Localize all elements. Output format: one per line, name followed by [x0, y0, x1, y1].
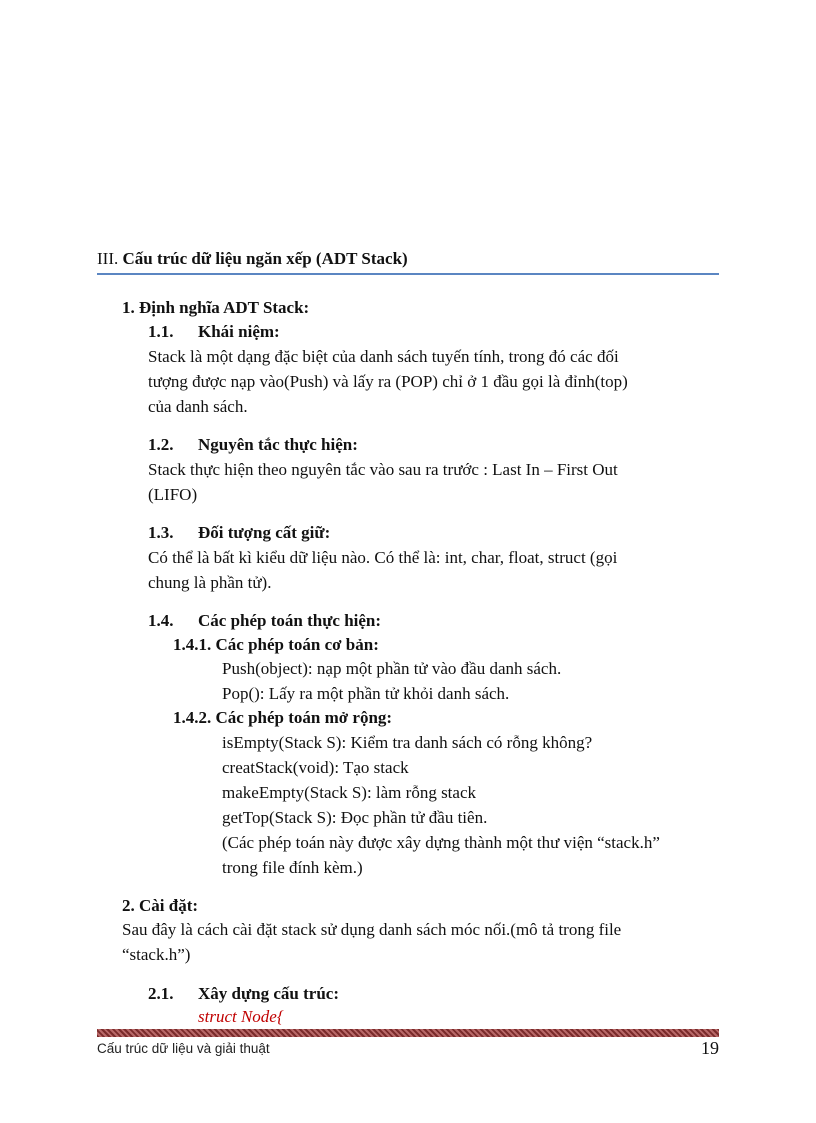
section-underline [97, 273, 719, 275]
paragraph-1-3-line-1: Có thể là bất kì kiểu dữ liệu nào. Có thể là: int, char, float, struct (gọi [148, 548, 618, 567]
heading-1-1 [148, 320, 280, 344]
ext-op-creatstack: creatStack(void): Tạo stack [222, 758, 409, 777]
ext-op-makeempty: makeEmpty(Stack S): làm rỗng stack [222, 783, 476, 802]
footer-title: Cấu trúc dữ liệu và giải thuật [97, 1041, 270, 1056]
ext-op-isempty: isEmpty(Stack S): Kiểm tra danh sách có rỗng không? [222, 733, 593, 752]
heading-1: 1. Định nghĩa ADT Stack: [122, 298, 310, 317]
heading-1-3-number: 1.3. [148, 523, 174, 542]
heading-1-3-title: Đối tượng cất giữ: [198, 523, 331, 542]
heading-1-1-title: Khái niệm: [198, 322, 280, 341]
section-heading [97, 249, 408, 269]
heading-1-4-number: 1.4. [148, 611, 174, 630]
paragraph-1-1-line-2: tượng được nạp vào(Push) và lấy ra (POP) chỉ ở 1 đầu gọi là đỉnh(top) [148, 372, 628, 391]
page-number: 19 [701, 1038, 719, 1058]
heading-1-4-title: Các phép toán thực hiện: [198, 611, 382, 630]
paragraph-2-line-1: Sau đây là cách cài đặt stack sử dụng danh sách móc nối.(mô tả trong file [122, 920, 622, 939]
heading-1-2-number: 1.2. [148, 435, 174, 454]
basic-op-pop: Pop(): Lấy ra một phần tử khỏi danh sách. [222, 684, 510, 703]
heading-1-3 [148, 521, 330, 545]
heading-1-4-1: 1.4.1. Các phép toán cơ bản: [173, 635, 379, 654]
ext-op-gettop: getTop(Stack S): Đọc phần tử đầu tiên. [222, 808, 488, 827]
heading-2-1-number: 2.1. [148, 984, 174, 1003]
paragraph-1-2-line-1: Stack thực hiện theo nguyên tắc vào sau ra trước : Last In – First Out [148, 460, 618, 479]
basic-op-push: Push(object): nạp một phần tử vào đầu danh sách. [222, 659, 562, 678]
section-number: III. [97, 249, 119, 268]
section-title: Cấu trúc dữ liệu ngăn xếp (ADT Stack) [122, 249, 408, 268]
paragraph-1-1-line-3: của danh sách. [148, 397, 248, 416]
heading-1-4 [148, 609, 381, 633]
ext-op-note-line-1: (Các phép toán này được xây dựng thành một thư viện “stack.h” [222, 833, 660, 852]
heading-2-1 [148, 982, 339, 1006]
paragraph-1-3-line-2: chung là phần tử). [148, 573, 272, 592]
paragraph-2-line-2: “stack.h”) [122, 945, 191, 964]
heading-1-2 [148, 433, 358, 457]
ext-op-note-line-2: trong file đính kèm.) [222, 858, 363, 877]
paragraph-1-2-line-2: (LIFO) [148, 485, 198, 504]
heading-2-1-title: Xây dựng cấu trúc: [198, 984, 340, 1003]
paragraph-1-1-line-1: Stack là một dạng đặc biệt của danh sách tuyến tính, trong đó các đối [148, 347, 619, 366]
heading-1-1-number: 1.1. [148, 322, 174, 341]
heading-1-2-title: Nguyên tắc thực hiện: [198, 435, 358, 454]
code-struct-node: struct Node{ [198, 1007, 284, 1026]
heading-2: 2. Cài đặt: [122, 896, 199, 915]
heading-1-4-2: 1.4.2. Các phép toán mở rộng: [173, 708, 393, 727]
footer-divider [97, 1029, 719, 1037]
